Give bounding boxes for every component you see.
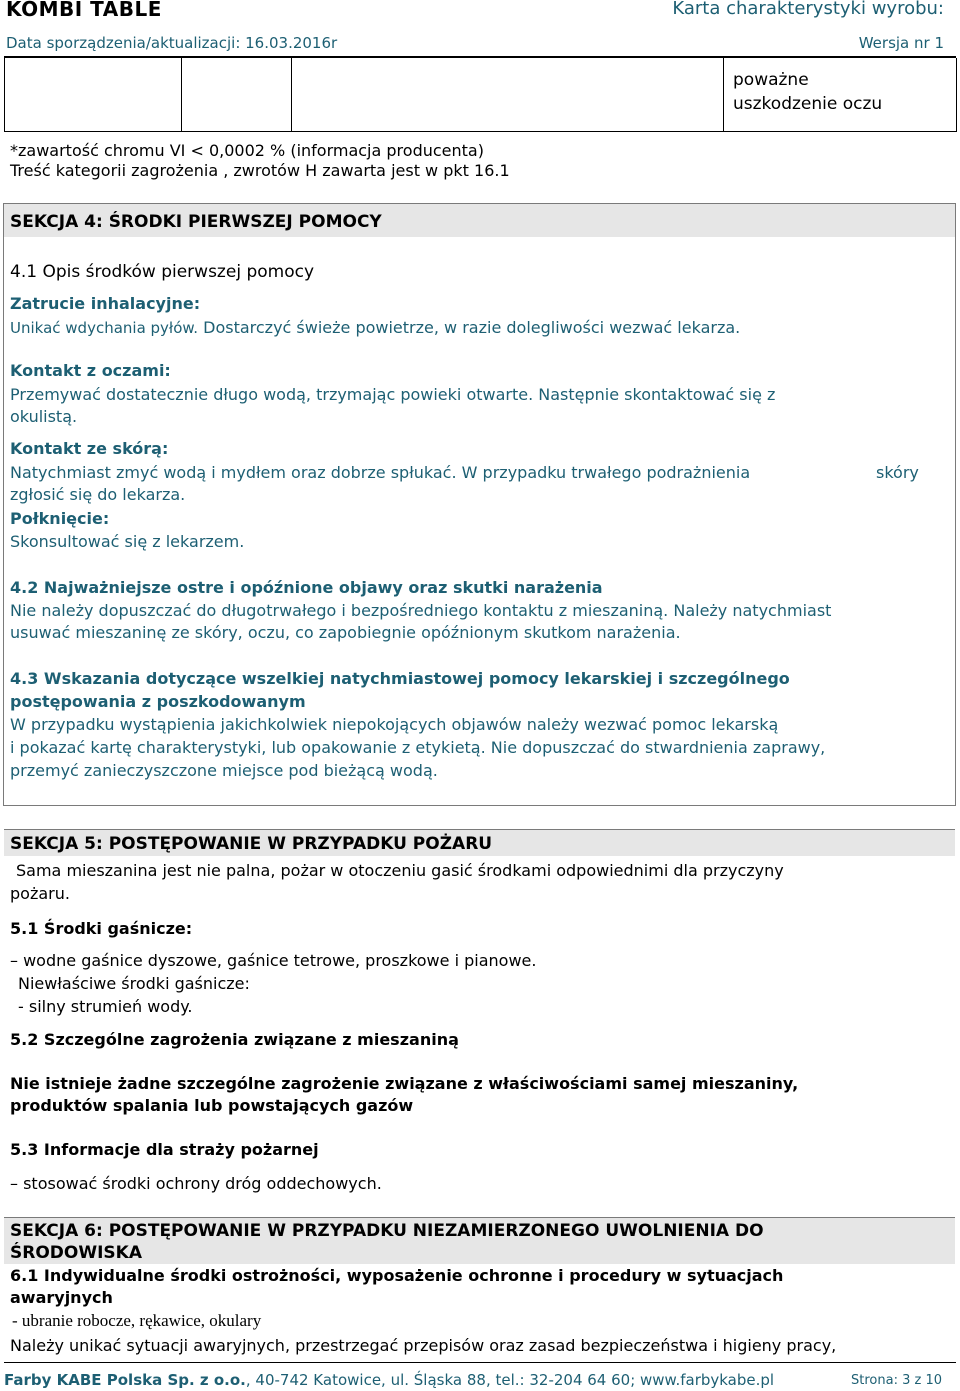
hazard-line-1: poważne <box>733 70 809 90</box>
s61-text: Należy unikać sytuacji awaryjnych, przestrzegać przepisów oraz zasad bezpieczeństwa i higieny pracy, <box>10 1336 837 1355</box>
s51-unsuitable-item: - silny strumień wody. <box>18 997 193 1016</box>
subsection-4-3-line-1: 4.3 Wskazania dotyczące wszelkiej natychmiastowej pomocy lekarskiej i szczególnego <box>10 669 790 688</box>
footer-address: , 40-742 Katowice, ul. Śląska 88, tel.: 32-204 64 60; www.farbykabe.pl <box>245 1371 775 1389</box>
s53-item: – stosować środki ochrony dróg oddechowych. <box>10 1174 382 1193</box>
inhalation-text-b: Dostarczyć świeże powietrze, w razie dolegliwości wezwać lekarza. <box>198 318 741 337</box>
s43-text-1: W przypadku wystąpienia jakichkolwiek niepokojących objawów należy wezwać pomoc lekarską <box>10 715 779 734</box>
table-column-divider <box>723 58 724 132</box>
swallow-text: Skonsultować się z lekarzem. <box>10 532 245 551</box>
subsection-4-1: 4.1 Opis środków pierwszej pomocy <box>10 262 314 282</box>
section-6-heading-2: ŚRODOWISKA <box>10 1243 142 1263</box>
subsection-6-1-line-2: awaryjnych <box>10 1288 113 1307</box>
eyes-text-2: okulistą. <box>10 407 78 426</box>
header-version: Wersja nr 1 <box>858 34 944 52</box>
table-column-divider <box>291 58 292 132</box>
table-column-divider <box>181 58 182 132</box>
hazard-line-2: uszkodzenie oczu <box>733 94 883 114</box>
s5-intro-1: Sama mieszanina jest nie palna, pożar w otoczeniu gasić środkami odpowiednimi dla przyczyny <box>16 861 784 880</box>
s52-text-2: produktów spalania lub powstających gazów <box>10 1096 414 1115</box>
s61-item: - ubranie robocze, rękawice, okulary <box>12 1311 262 1330</box>
s51-item: – wodne gaśnice dyszowe, gaśnice tetrowe, proszkowe i pianowe. <box>10 951 537 970</box>
subsection-5-3: 5.3 Informacje dla straży pożarnej <box>10 1140 319 1159</box>
inhalation-text <box>10 318 740 337</box>
section-5-top-rule <box>4 829 955 830</box>
subsection-6-1-line-1: 6.1 Indywidualne środki ostrożności, wyposażenie ochronne i procedury w sytuacjach <box>10 1266 784 1285</box>
footer-company: Farby KABE Polska Sp. z o.o. <box>4 1371 246 1389</box>
header-doc-type: Karta charakterystyki wyrobu: <box>672 0 944 19</box>
s5-intro-2: pożaru. <box>10 884 70 903</box>
s43-text-3: przemyć zanieczyszczone miejsce pod bieżącą wodą. <box>10 761 438 780</box>
header-company: KOMBI TABLE <box>6 0 162 21</box>
inhalation-label: Zatrucie inhalacyjne: <box>10 294 201 313</box>
s52-text-1: Nie istnieje żadne szczególne zagrożenie związane z właściwościami samej mieszaniny, <box>10 1074 799 1093</box>
chromium-note: *zawartość chromu VI < 0,0002 % (informacja producenta) <box>10 141 484 160</box>
section-4-heading: SEKCJA 4: ŚRODKI PIERWSZEJ POMOCY <box>10 212 382 232</box>
s51-unsuitable: Niewłaściwe środki gaśnicze: <box>18 974 250 993</box>
s42-text-2: usuwać mieszaninę ze skóry, oczu, co zapobiegnie opóźnionym skutkom narażenia. <box>10 623 681 642</box>
subsection-5-2: 5.2 Szczególne zagrożenia związane z mieszaniną <box>10 1030 459 1049</box>
eyes-text-1: Przemywać dostatecznie długo wodą, trzymając powieki otwarte. Następnie skontaktować się z <box>10 385 776 404</box>
swallow-label: Połknięcie: <box>10 509 110 528</box>
eyes-label: Kontakt z oczami: <box>10 361 171 380</box>
inhalation-text-a: Unikać wdychania pyłów. <box>10 319 199 337</box>
section-6-heading-1: SEKCJA 6: POSTĘPOWANIE W PRZYPADKU NIEZAMIERZONEGO UWOLNIENIA DO <box>10 1221 764 1241</box>
s42-text-1: Nie należy dopuszczać do długotrwałego i bezpośredniego kontaktu z mieszaniną. Należy natychmiast <box>10 601 832 620</box>
footer-address-line <box>4 1371 774 1389</box>
h-statements-note: Treść kategorii zagrożenia , zwrotów H zawarta jest w pkt 16.1 <box>10 161 510 180</box>
skin-text-1: Natychmiast zmyć wodą i mydłem oraz dobrze spłukać. W przypadku trwałego podrażnienia <box>10 463 751 482</box>
footer-page-number: Strona: 3 z 10 <box>851 1373 942 1388</box>
s43-text-2: i pokazać kartę charakterystyki, lub opakowanie z etykietą. Nie dopuszczać do stwardnienia zaprawy, <box>10 738 826 757</box>
subsection-5-1: 5.1 Środki gaśnicze: <box>10 919 193 938</box>
section-5-heading: SEKCJA 5: POSTĘPOWANIE W PRZYPADKU POŻARU <box>10 834 493 854</box>
section-6-top-rule <box>4 1217 955 1218</box>
header-date: Data sporządzenia/aktualizacji: 16.03.2016r <box>6 34 338 52</box>
skin-text-1b: skóry <box>876 463 919 482</box>
subsection-4-2: 4.2 Najważniejsze ostre i opóźnione objawy oraz skutki narażenia <box>10 578 603 597</box>
subsection-4-3-line-2: postępowania z poszkodowanym <box>10 692 306 711</box>
skin-text-2: zgłosić się do lekarza. <box>10 485 186 504</box>
footer-divider <box>4 1362 956 1363</box>
skin-label: Kontakt ze skórą: <box>10 439 169 458</box>
